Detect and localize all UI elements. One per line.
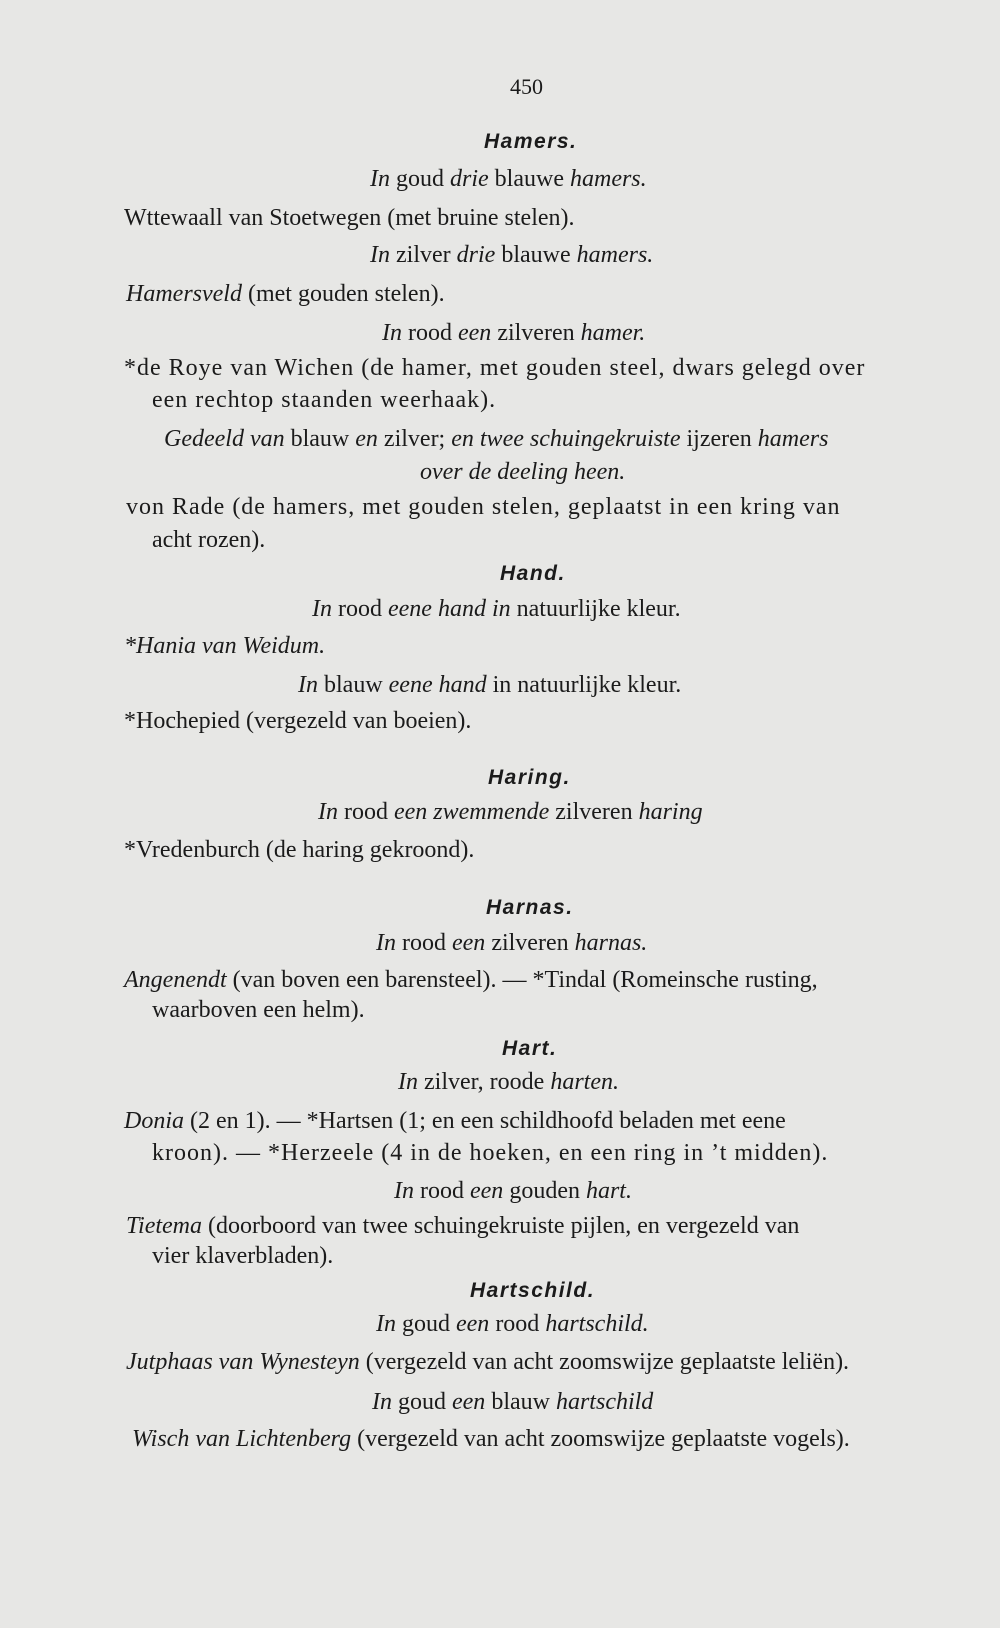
blazon-line: In rood eene hand in natuurlijke kleur. — [312, 596, 681, 622]
family-entry: Angenendt (van boven een barensteel). — *Tindal (Romeinsche rusting, — [124, 967, 818, 993]
family-entry-continued: kroon). — *Herzeele (4 in de hoeken, en een ring in ’t midden). — [152, 1140, 829, 1166]
blazon-line-continued: over de deeling heen. — [420, 459, 626, 485]
family-entry: *de Roye van Wichen (de hamer, met gouden steel, dwars gelegd over — [124, 355, 866, 381]
family-entry: Hamersveld (met gouden stelen). — [126, 281, 445, 307]
blazon-line: In goud drie blauwe hamers. — [370, 166, 647, 192]
family-entry: *Hochepied (vergezeld van boeien). — [124, 708, 472, 734]
family-entry-continued: waarboven een helm). — [152, 997, 365, 1023]
family-entry: *Vredenburch (de haring gekroond). — [124, 837, 475, 863]
section-heading: Hartschild. — [470, 1279, 596, 1302]
blazon-line: In goud een rood hartschild. — [376, 1311, 649, 1337]
section-heading: Hart. — [502, 1037, 558, 1060]
family-entry-continued: acht rozen). — [152, 527, 266, 553]
family-entry: Wisch van Lichtenberg (vergezeld van acht zoomswijze geplaatste vogels). — [132, 1426, 850, 1452]
section-heading: Hamers. — [484, 130, 578, 153]
family-entry: von Rade (de hamers, met gouden stelen, geplaatst in een kring van — [126, 494, 841, 520]
family-entry-continued: een rechtop staanden weerhaak). — [152, 387, 497, 413]
blazon-line: In zilver drie blauwe hamers. — [370, 242, 654, 268]
blazon-line: In rood een zwemmende zilveren haring — [318, 799, 703, 825]
blazon-line: In blauw eene hand in natuurlijke kleur. — [298, 672, 682, 698]
family-entry: Tietema (doorboord van twee schuingekruiste pijlen, en vergezeld van — [126, 1213, 800, 1239]
family-entry: Wttewaall van Stoetwegen (met bruine stelen). — [124, 205, 575, 231]
family-entry: Donia (2 en 1). — *Hartsen (1; en een schildhoofd beladen met eene — [124, 1108, 786, 1134]
section-heading: Hand. — [500, 562, 566, 585]
blazon-line: Gedeeld van blauw en zilver; en twee schuingekruiste ijzeren hamers — [164, 426, 829, 452]
blazon-line: In rood een zilveren harnas. — [376, 930, 648, 956]
section-heading: Harnas. — [486, 896, 574, 919]
family-entry-continued: vier klaverbladen). — [152, 1243, 334, 1269]
family-entry: *Hania van Weidum. — [124, 633, 326, 659]
blazon-line: In zilver, roode harten. — [398, 1069, 619, 1095]
blazon-line: In rood een gouden hart. — [394, 1178, 632, 1204]
page-number: 450 — [510, 74, 543, 99]
blazon-line: In goud een blauw hartschild — [372, 1389, 654, 1415]
blazon-line: In rood een zilveren hamer. — [382, 320, 646, 346]
family-entry: Jutphaas van Wynesteyn (vergezeld van acht zoomswijze geplaatste leliën). — [126, 1349, 850, 1375]
section-heading: Haring. — [488, 766, 571, 789]
